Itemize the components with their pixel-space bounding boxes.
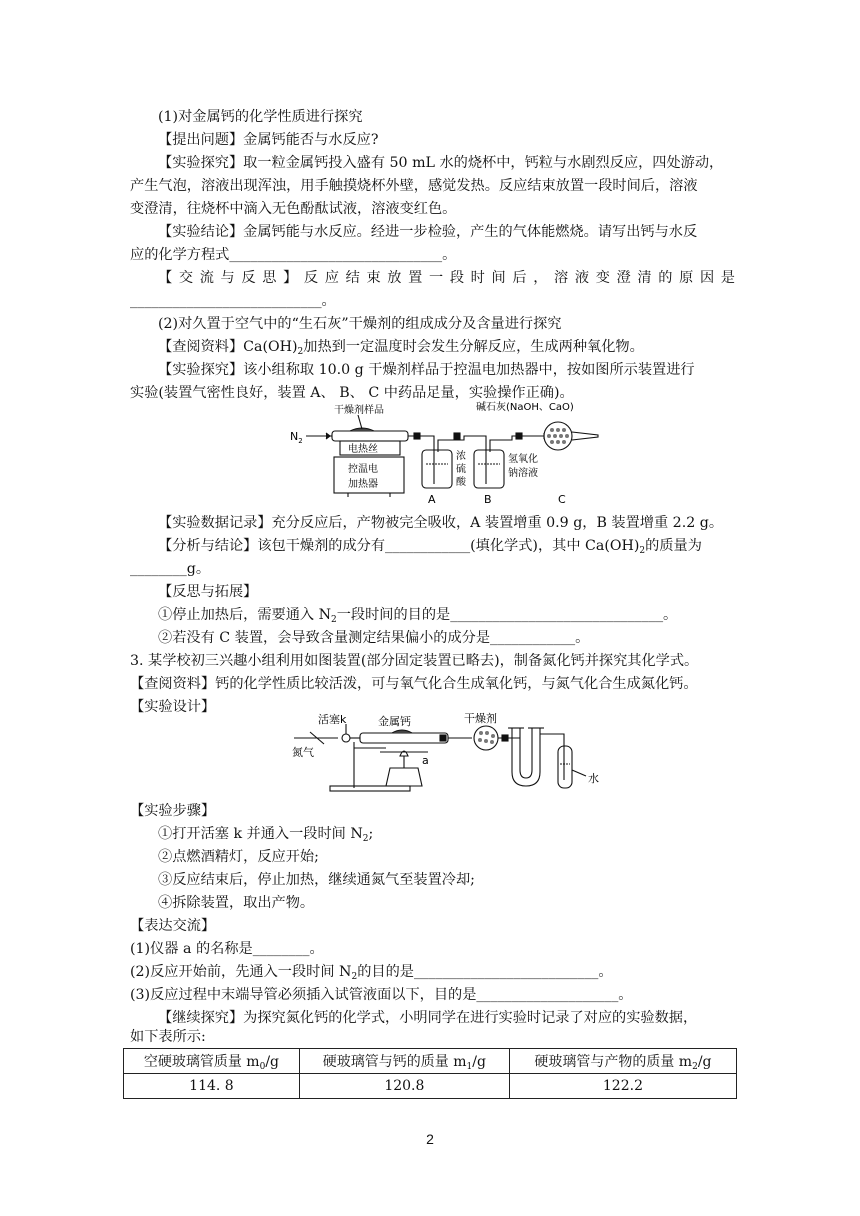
table-row xyxy=(124,1074,737,1099)
express-3: (3)反应过程中末端导管必须插入试管液面以下，目的是____________________。 xyxy=(130,987,633,1003)
step-3: ③反应结束后，停止加热，继续通氮气至装置冷却; xyxy=(158,872,475,888)
fig1-heater-label-1: 控温电 xyxy=(348,464,378,475)
fig2-ca-label: 金属钙 xyxy=(378,715,411,728)
continue-line-2: 如下表所示: xyxy=(130,1029,206,1045)
fig2-a-label: a xyxy=(422,754,429,767)
q3-design: 【实验设计】 xyxy=(130,699,216,715)
info-line: 【查阅资料】$Ca(OH)_2$加热到一定温度时会发生分解反应，生成两种氧化物。 xyxy=(158,339,644,357)
conclusion-line-2: 应的化学方程式______________________________。 xyxy=(130,247,457,263)
fig1-acid-label-2: 硫 xyxy=(456,464,466,475)
fig1-sample-label: 干燥剂样品 xyxy=(334,405,384,416)
fig2-n2-label: 氮气 xyxy=(292,746,314,759)
q3-intro: 3. 某学校初三兴趣小组利用如图装置(部分固定装置已略去)，制备氮化钙并探究其化学式。 xyxy=(130,653,699,669)
fig1-acid-label-1: 浓 xyxy=(456,451,466,462)
table-cell: 122.2 xyxy=(509,1074,736,1099)
fig1-label-a: A xyxy=(428,493,436,506)
step-1: ①打开活塞 k 并通入一段时间 $N_2$; xyxy=(158,826,374,844)
extend-line-1: ①停止加热后，需要通入 $N_2$一段时间的目的是______________________________。 xyxy=(158,607,678,625)
fig1-label-c: C xyxy=(558,493,566,506)
table-cell: 114. 8 xyxy=(124,1074,300,1099)
reflect-line-2: ___________________________。 xyxy=(130,293,336,309)
step-4: ④拆除装置，取出产物。 xyxy=(158,895,315,911)
explore-line-1: 【实验探究】取一粒金属钙投入盛有 50 mL 水的烧杯中，钙粒与水剧烈反应，四处游动， xyxy=(158,155,724,171)
fig1-naoh-label-2: 钠溶液 xyxy=(508,468,538,479)
extend-line-2: ②若没有 C 装置，会导致含量测定结果偏小的成分是____________。 xyxy=(158,630,590,646)
express-title: 【表达交流】 xyxy=(130,918,216,934)
steps-title: 【实验步骤】 xyxy=(130,803,216,819)
table-header-cell: 空硬玻璃管质量 $m_0/g$ xyxy=(124,1049,300,1074)
conclusion-line-1: 【实验结论】金属钙能与水反应。经进一步检验，产生的气体能燃烧。请写出钙与水反 xyxy=(158,224,698,240)
fig2-dry-label: 干燥剂 xyxy=(464,712,497,725)
fig2-water-label: 水 xyxy=(588,772,599,785)
analysis-line-2: ________g。 xyxy=(130,561,211,577)
question: 【提出问题】金属钙能否与水反应? xyxy=(158,132,379,148)
extend-title: 【反思与拓展】 xyxy=(158,584,258,600)
q3-info: 【查阅资料】钙的化学性质比较活泼，可与氧气化合生成氧化钙，与氮气化合生成氮化钙。 xyxy=(130,676,698,692)
reflect-line-1: 【交流与反思】反应结束放置一段时间后，溶液变澄清的原因是 xyxy=(158,270,736,286)
express-2: (2)反应开始前，先通入一段时间 $N_2$的目的是__________________________。 xyxy=(130,964,613,982)
fig2-valve-label: 活塞k xyxy=(318,713,347,726)
data-table xyxy=(123,1048,737,1099)
fig1-label-b: B xyxy=(484,493,492,506)
apparatus-figure-2 xyxy=(290,712,612,794)
explore2-line-2: 实验(装置气密性良好，装置 A、 B、 C 中药品足量，实验操作正确)。 xyxy=(130,385,574,401)
fig1-heater-label-2: 加热器 xyxy=(348,479,378,490)
explore2-line-1: 【实验探究】该小组称取 10.0 g 干燥剂样品于控温电加热器中，按如图所示装置进行 xyxy=(158,362,695,378)
fig1-n2-label: $N_2$ xyxy=(290,430,303,445)
express-1: (1)仪器 a 的名称是________。 xyxy=(130,941,324,957)
part2-title: (2)对久置于空气中的“生石灰”干燥剂的组成成分及含量进行探究 xyxy=(158,316,562,332)
data-record-line: 【实验数据记录】充分反应后，产物被完全吸收，A 装置增重 0.9 g，B 装置增重 2.2 g。 xyxy=(158,515,724,531)
step-2: ②点燃酒精灯，反应开始; xyxy=(158,849,319,865)
apparatus-figure-1 xyxy=(288,400,608,508)
explore-line-2: 产生气泡，溶液出现浑浊，用手触摸烧杯外壁，感觉发热。反应结束放置一段时间后，溶液 xyxy=(130,178,698,194)
fig1-naoh-label-1: 氢氧化 xyxy=(508,454,538,465)
continue-line-1: 【继续探究】为探究氮化钙的化学式，小明同学在进行实验时记录了对应的实验数据， xyxy=(158,1010,698,1026)
fig1-lime-label: 碱石灰(NaOH、CaO) xyxy=(476,402,574,413)
table-header-cell: 硬玻璃管与产物的质量 $m_2/g$ xyxy=(509,1049,736,1074)
part1-title: (1)对金属钙的化学性质进行探究 xyxy=(158,109,363,125)
analysis-line-1: 【分析与结论】该包干燥剂的成分有____________(填化学式)，其中 $Ca(OH)_2$的质量为 xyxy=(158,538,702,556)
table-cell: 120.8 xyxy=(299,1074,509,1099)
page-number: 2 xyxy=(426,1131,434,1147)
explore-line-3: 变澄清，往烧杯中滴入无色酚酞试液，溶液变红色。 xyxy=(130,201,457,217)
fig1-wire-label: 电热丝 xyxy=(348,444,378,455)
fig1-acid-label-3: 酸 xyxy=(456,477,466,488)
table-header-row xyxy=(124,1049,737,1074)
table-header-cell: 硬玻璃管与钙的质量 $m_1/g$ xyxy=(299,1049,509,1074)
